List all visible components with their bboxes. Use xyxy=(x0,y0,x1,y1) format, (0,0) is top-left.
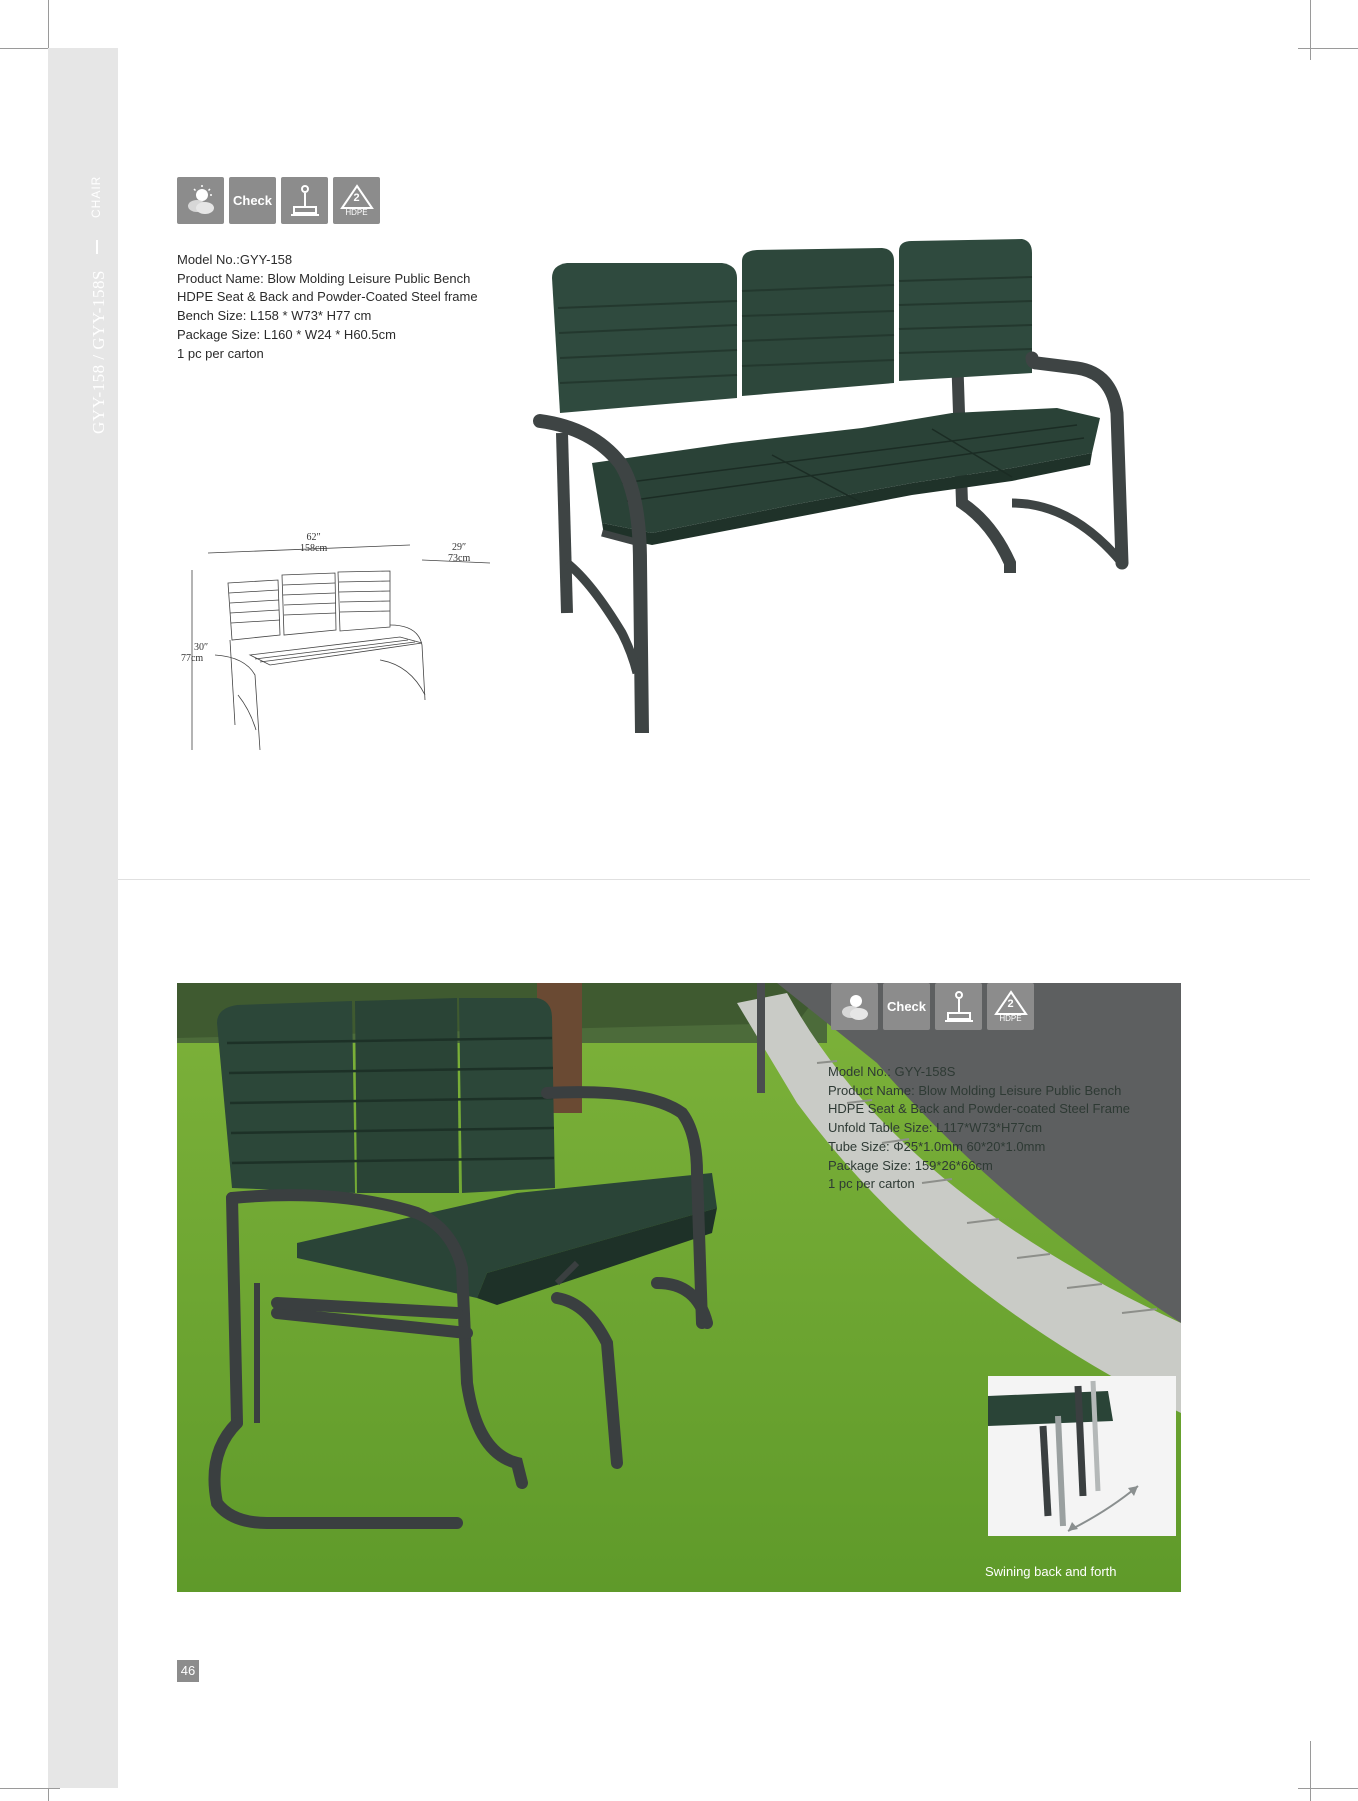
spec-line: Package Size: L160 * W24 * H60.5cm xyxy=(177,326,396,342)
recycle-label: HDPE xyxy=(345,208,368,217)
swing-motion-inset xyxy=(988,1376,1176,1536)
spec-line: 1 pc per carton xyxy=(828,1176,915,1192)
check-badge: Check xyxy=(883,983,930,1030)
spec-line: Model No.:GYY-158 xyxy=(177,252,293,267)
crop-mark xyxy=(0,1788,60,1789)
depth-dimension xyxy=(448,542,470,564)
page-number: 46 xyxy=(177,1660,199,1682)
recycle-number: 2 xyxy=(1007,997,1014,1010)
bench-product-photo xyxy=(532,233,1164,733)
sidebar-separator xyxy=(96,240,98,254)
crop-mark xyxy=(1310,0,1311,60)
spec-line: Bench Size: L158 * W73* H77 cm xyxy=(177,308,372,324)
sidebar-model-label: GYY-158 / GYY-158S xyxy=(89,270,108,434)
spec-line: Product Name: Blow Molding Leisure Public Bench xyxy=(177,270,471,286)
crop-mark xyxy=(1310,1741,1311,1801)
load-test-icon xyxy=(281,177,328,224)
spec-line: 1 pc per carton xyxy=(177,345,264,361)
sidebar-category-label: CHAIR xyxy=(89,175,103,218)
depth-cm: 73cm xyxy=(448,553,471,564)
height-inches: 30″ xyxy=(194,642,209,653)
load-test-icon xyxy=(935,983,982,1030)
crop-mark xyxy=(1298,48,1358,49)
depth-inches: 29″ xyxy=(452,542,467,553)
feature-icons xyxy=(177,177,380,224)
spec-line: Product Name: Blow Molding Leisure Public Bench xyxy=(828,1082,1122,1098)
spec-line: Unfold Table Size: L117*W73*H77cm xyxy=(828,1120,1043,1136)
crop-mark xyxy=(1298,1788,1358,1789)
recycle-icon xyxy=(333,177,380,224)
section-divider xyxy=(118,879,1310,880)
height-dimension xyxy=(176,642,208,664)
recycle-icon xyxy=(987,983,1034,1030)
spec-line: Model No.: GYY-158S xyxy=(828,1064,956,1079)
inset-caption: Swining back and forth xyxy=(985,1564,1117,1579)
check-badge: Check xyxy=(229,177,276,224)
spec-line: HDPE Seat & Back and Powder-Coated Steel frame xyxy=(177,289,478,305)
spec-line: HDPE Seat & Back and Powder-coated Steel Frame xyxy=(828,1101,1131,1117)
spec-line: Package Size: 159*26*66cm xyxy=(828,1157,993,1173)
product-spec-gyy-158s xyxy=(828,1063,1130,1194)
product-spec-gyy-158 xyxy=(177,251,478,363)
weather-icon xyxy=(831,983,878,1030)
recycle-number: 2 xyxy=(353,191,360,204)
width-cm: 158cm xyxy=(300,543,328,554)
spec-line: Tube Size: Φ25*1.0mm 60*20*1.0mm xyxy=(828,1138,1046,1154)
height-cm: 77cm xyxy=(180,653,204,664)
width-inches: 62″ xyxy=(306,532,321,543)
feature-icons-bottom xyxy=(831,983,1034,1030)
width-dimension xyxy=(300,532,327,554)
recycle-label: HDPE xyxy=(999,1014,1022,1023)
weather-icon xyxy=(177,177,224,224)
